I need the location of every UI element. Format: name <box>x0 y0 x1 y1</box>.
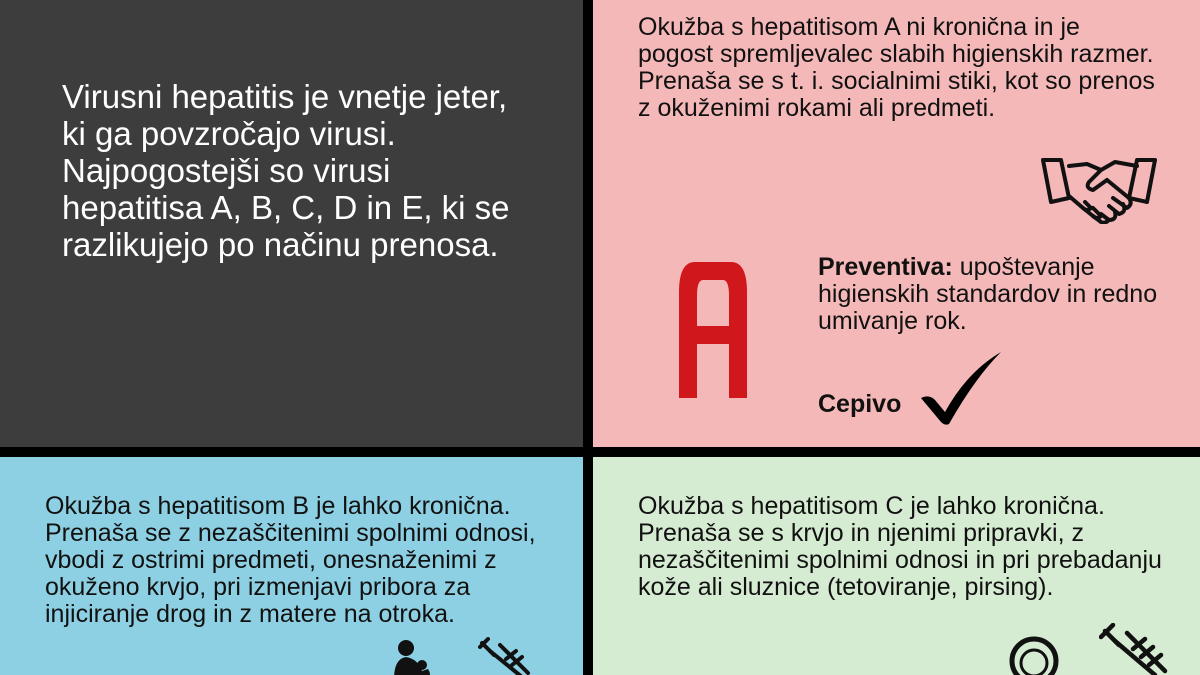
hepatitis-a-panel <box>593 0 1200 447</box>
syringe-icon <box>1099 623 1175 675</box>
hepatitis-b-description: Okužba s hepatitisom B je lahko kronična. Prenaša se z nezaščitenimi spolnimi odnosi, vbodi z ostrimi predmeti, onesnaženimi z okuženo krvjo, pri izmenjavi pribora za injiciranje drog in z matere na otroka. <box>45 492 536 628</box>
prevention-text: upoštevanje higienskih standardov in redno umivanje rok. <box>818 253 1158 335</box>
prevention-label: Preventiva: <box>818 253 953 281</box>
intro-panel <box>0 0 583 447</box>
hepatitis-a-letter <box>675 262 751 398</box>
syringe-icon <box>478 637 538 675</box>
checkmark-icon <box>919 350 1003 426</box>
hepatitis-b-panel <box>0 457 583 675</box>
hepatitis-c-panel <box>593 457 1200 675</box>
hepatitis-c-description: Okužba s hepatitisom C je lahko kronična. Prenaša se s krvjo in njenimi pripravki, z nezaščitenimi spolnimi odnosi in pri prebadanju kože ali sluznice (tetoviranje, pirsing). <box>638 492 1162 601</box>
intro-line-2: Najpogostejši so virusi hepatitisa A, B, C, D in E, ki se razlikujejo po načinu prenosa. <box>62 152 510 263</box>
vaccine-label: Cepivo <box>818 390 902 418</box>
hepatitis-a-prevention <box>818 254 1158 335</box>
hepatitis-a-description: Okužba s hepatitisom A ni kronična in je pogost spremljevalec slabih higienskih razmer. Prenaša se s t. i. socialnimi stiki, kot so prenos z okuženimi rokami ali predmeti. <box>638 13 1155 122</box>
piercing-ring-icon <box>1006 633 1062 675</box>
mother-child-icon <box>388 639 434 675</box>
intro-text <box>62 78 532 263</box>
intro-line-1: Virusni hepatitis je vnetje jeter, ki ga povzročajo virusi. <box>62 78 508 152</box>
handshake-icon <box>1039 152 1159 224</box>
